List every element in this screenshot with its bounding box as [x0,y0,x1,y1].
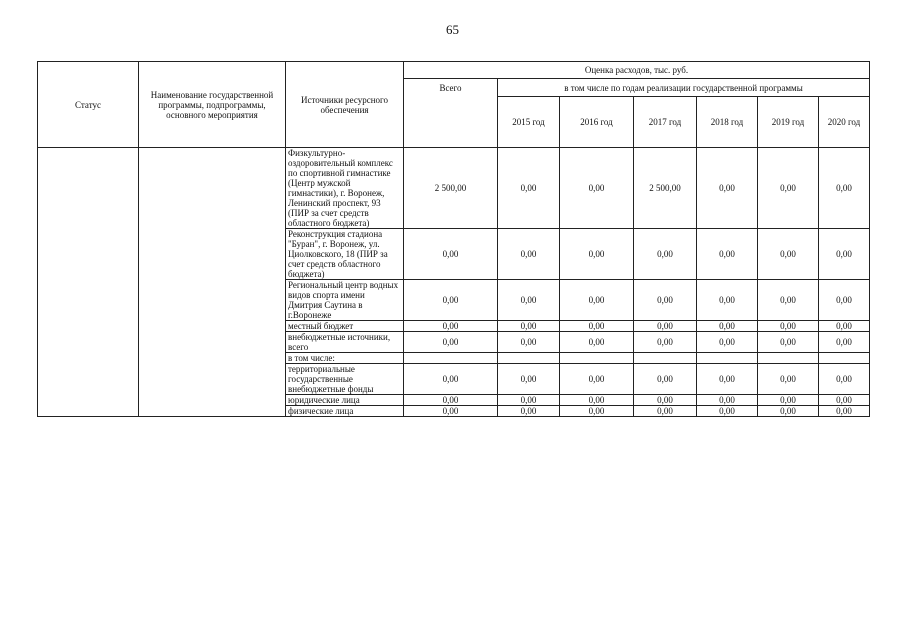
value-cell: 0,00 [404,280,498,321]
value-cell: 0,00 [758,395,819,406]
source-cell: юридические лица [286,395,404,406]
source-cell: Региональный центр водных видов спорта имени Дмитрия Саутина в г.Воронеже [286,280,404,321]
value-cell: 0,00 [498,229,560,280]
value-cell: 0,00 [560,406,634,417]
value-cell: 0,00 [697,280,758,321]
value-cell [634,353,697,364]
header-year: 2017 год [634,97,697,148]
value-cell: 0,00 [634,229,697,280]
value-cell: 0,00 [634,332,697,353]
source-cell: Реконструкция стадиона "Буран", г. Воронеж, ул. Циолковского, 18 (ПИР за счет средств областного бюджета) [286,229,404,280]
header-year: 2019 год [758,97,819,148]
value-cell: 0,00 [758,364,819,395]
source-cell: территориальные государственные внебюджетные фонды [286,364,404,395]
value-cell [498,353,560,364]
value-cell: 0,00 [498,321,560,332]
source-cell: внебюджетные источники, всего [286,332,404,353]
value-cell: 0,00 [634,395,697,406]
value-cell: 0,00 [498,406,560,417]
value-cell: 0,00 [697,332,758,353]
header-program-name: Наименование государственной программы, подпрограммы, основного мероприятия [139,62,286,148]
value-cell: 2 500,00 [404,148,498,229]
expenditure-table [37,61,870,417]
header-total: Всего [404,79,498,148]
value-cell: 0,00 [560,395,634,406]
header-status: Статус [38,62,139,148]
header-by-years: в том числе по годам реализации государственной программы [498,79,870,97]
value-cell: 0,00 [404,321,498,332]
value-cell: 0,00 [819,395,870,406]
value-cell: 0,00 [697,229,758,280]
value-cell: 0,00 [498,395,560,406]
value-cell: 0,00 [498,280,560,321]
value-cell: 0,00 [697,395,758,406]
value-cell: 0,00 [404,229,498,280]
value-cell: 0,00 [819,229,870,280]
source-cell: физические лица [286,406,404,417]
value-cell: 0,00 [560,229,634,280]
value-cell: 0,00 [819,332,870,353]
value-cell: 0,00 [697,321,758,332]
source-cell: Физкультурно-оздоровительный комплекс по спортивной гимнастике (Центр мужской гимнастики), г. Воронеж, Ленинский проспект, 93 (ПИР за счет средств областного бюджета) [286,148,404,229]
value-cell: 0,00 [819,148,870,229]
value-cell [697,353,758,364]
value-cell: 0,00 [758,321,819,332]
value-cell: 0,00 [634,406,697,417]
header-year: 2018 год [697,97,758,148]
header-year: 2020 год [819,97,870,148]
value-cell: 0,00 [560,332,634,353]
value-cell: 0,00 [758,148,819,229]
header-year: 2015 год [498,97,560,148]
source-cell: в том числе: [286,353,404,364]
value-cell [758,353,819,364]
value-cell: 0,00 [560,321,634,332]
header-year: 2016 год [560,97,634,148]
value-cell: 0,00 [697,148,758,229]
value-cell: 0,00 [404,364,498,395]
value-cell: 0,00 [819,321,870,332]
value-cell: 0,00 [560,148,634,229]
value-cell: 0,00 [697,364,758,395]
page-number: 65 [446,22,459,37]
value-cell: 2 500,00 [634,148,697,229]
value-cell: 0,00 [634,364,697,395]
value-cell: 0,00 [819,280,870,321]
value-cell: 0,00 [819,364,870,395]
value-cell: 0,00 [758,280,819,321]
value-cell: 0,00 [758,332,819,353]
value-cell: 0,00 [758,406,819,417]
value-cell [560,353,634,364]
value-cell [819,353,870,364]
program-name-cell [139,148,286,417]
value-cell: 0,00 [404,332,498,353]
value-cell: 0,00 [758,229,819,280]
header-sources: Источники ресурсного обеспечения [286,62,404,148]
value-cell: 0,00 [404,395,498,406]
value-cell: 0,00 [560,280,634,321]
value-cell: 0,00 [819,406,870,417]
value-cell: 0,00 [560,364,634,395]
source-cell: местный бюджет [286,321,404,332]
status-cell [38,148,139,417]
value-cell: 0,00 [634,321,697,332]
value-cell: 0,00 [404,406,498,417]
value-cell: 0,00 [498,332,560,353]
value-cell [404,353,498,364]
value-cell: 0,00 [498,364,560,395]
value-cell: 0,00 [697,406,758,417]
value-cell: 0,00 [634,280,697,321]
header-estimate: Оценка расходов, тыс. руб. [404,62,870,79]
value-cell: 0,00 [498,148,560,229]
